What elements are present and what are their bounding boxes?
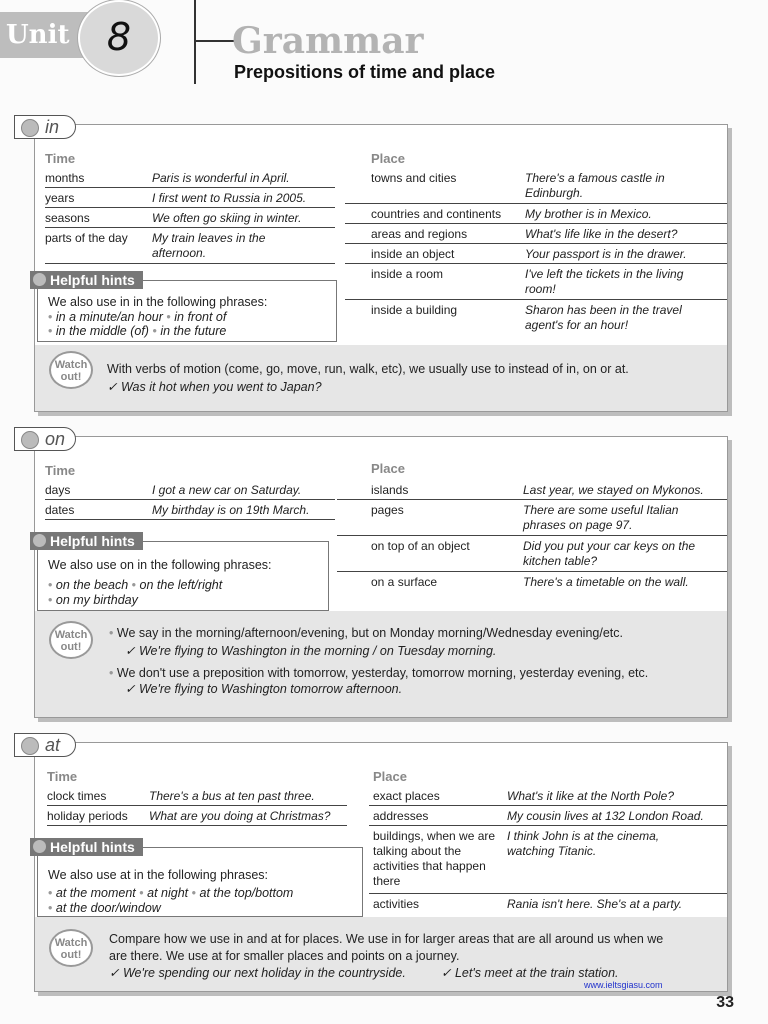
table-row: years I first went to Russia in 2005. [45,189,335,208]
table-row: towns and cities There's a famous castle in Edinburgh. [345,169,727,204]
helpful-hints-header: Helpful hints [30,838,143,856]
page-subtitle: Prepositions of time and place [234,62,496,82]
place-header: Place [373,769,407,784]
tab-bullet-icon [21,431,39,449]
time-header: Time [47,769,78,784]
tab-on: on [14,427,76,451]
page-number: 33 [716,994,734,1011]
helpful-hints-box: Helpful hints We also use at in the following phrases: • at the moment • at night • at the top/bottom • at the door/window [37,847,363,917]
tab-bullet-icon [21,737,39,755]
helpful-hints-header: Helpful hints [30,532,143,550]
table-row: clock times There's a bus at ten past three. [47,787,347,806]
table-row: buildings, when we are talking about the activities that happen there I think John is at the cinema, watching Titanic. [369,827,727,894]
helpful-hints-header: Helpful hints [30,271,143,289]
table-row: seasons We often go skiing in winter. [45,209,335,228]
watch-out-icon: Watch out! [49,351,93,389]
website-link[interactable]: www.ieltsgiasu.com [584,980,663,990]
table-row: dates My birthday is on 19th March. [45,501,335,520]
place-header: Place [371,461,405,476]
tab-bullet-icon [21,119,39,137]
table-row: addresses My cousin lives at 132 London Road. [369,807,727,826]
table-row: on top of an object Did you put your car keys on the kitchen table? [337,537,727,572]
header-divider [194,0,196,84]
table-row: exact places What's it like at the North Pole? [369,787,727,806]
table-row: inside an object Your passport is in the drawer. [345,245,727,264]
time-header: Time [45,463,76,478]
hints-bullet-icon [33,273,46,286]
section-in: Time Place months Paris is wonderful in April. years I first went to Russia in 2005. seasons We often go skiing in winter. parts of the day My train leaves in the afternoon. towns and cities There's a famous castle in Edinburgh. countries and continents My brother is in Mexico. areas and regions What's life like in the desert? inside an object Your passport is in the drawer. inside a room I've left the tickets in the living room! inside a building Sharon has been in the travel agent's for an hour! Helpful hints We also use in in the following phrases: • in a minute/an hour • in front of • in the middle (of) • in the future Watch out! With verbs of motion (come, go, move, run, walk, etc), we usually use to instead of in, on or at. ✓ Was it hot when you went to Japan? [34,124,728,412]
helpful-hints-box: Helpful hints We also use on in the following phrases: • on the beach • on the left/right • on my birthday [37,541,329,611]
table-row: pages There are some useful Italian phrases on page 97. [337,501,727,536]
header-rule [194,40,234,42]
unit-label: Unit [0,12,120,58]
tab-in: in [14,115,76,139]
table-row: holiday periods What are you doing at Christmas? [47,807,347,826]
helpful-hints-box: Helpful hints We also use in in the following phrases: • in a minute/an hour • in front of • in the middle (of) • in the future [37,280,337,342]
table-row: days I got a new car on Saturday. [45,481,335,500]
section-at: Time Place clock times There's a bus at ten past three. holiday periods What are you doing at Christmas? exact places What's it like at the North Pole? addresses My cousin lives at 132 London Road. buildings, when we are talking about the activities that happen there I think John is at the cinema, watching Titanic. activities Rania isn't here. She's at a party. Helpful hints We also use at in the following phrases: • at the moment • at night • at the top/bottom • at the door/window Watch out! Compare how we use in and at for places. We use in for larger areas that are all around us when we are there. We use at for smaller places and points on a journey. ✓ We're spending our next holiday in the countryside. ✓ Let's meet at the train station. [34,742,728,992]
hints-bullet-icon [33,840,46,853]
table-row: islands Last year, we stayed on Mykonos. [337,481,727,500]
page-title: Grammar [232,20,424,62]
table-row: areas and regions What's life like in the desert? [345,225,727,244]
table-row: inside a building Sharon has been in the travel agent's for an hour! [371,303,682,332]
tab-at: at [14,733,76,757]
table-row: months Paris is wonderful in April. [45,169,335,188]
unit-number: 8 [78,0,160,76]
section-on: Time Place days I got a new car on Saturday. dates My birthday is on 19th March. islands Last year, we stayed on Mykonos. pages There are some useful Italian phrases on page 97. on top of an object Did you put your car keys on the kitchen table? on a surface There's a timetable on the wall. Helpful hints We also use on in the following phrases: • on the beach • on the left/right • on my birthday Watch out! • We say in the morning/afternoon/evening, but on Monday morning/Wednesday evening/etc. ✓ We're flying to Washington in the morning / on Tuesday morning. • We don't use a preposition with tomorrow, yesterday, tomorrow morning, yesterday evening, etc. ✓ We're flying to Washington tomorrow afternoon. [34,436,728,718]
watch-out-icon: Watch out! [49,929,93,967]
place-header: Place [371,151,405,166]
table-row: parts of the day My train leaves in the afternoon. [45,229,335,264]
watch-out-icon: Watch out! [49,621,93,659]
table-row: inside a room I've left the tickets in the living room! [345,265,727,300]
hints-bullet-icon [33,534,46,547]
time-header: Time [45,151,76,166]
table-row: activities Rania isn't here. She's at a party. [373,897,683,911]
table-row: countries and continents My brother is in Mexico. [345,205,727,224]
table-row: on a surface There's a timetable on the wall. [371,575,689,589]
